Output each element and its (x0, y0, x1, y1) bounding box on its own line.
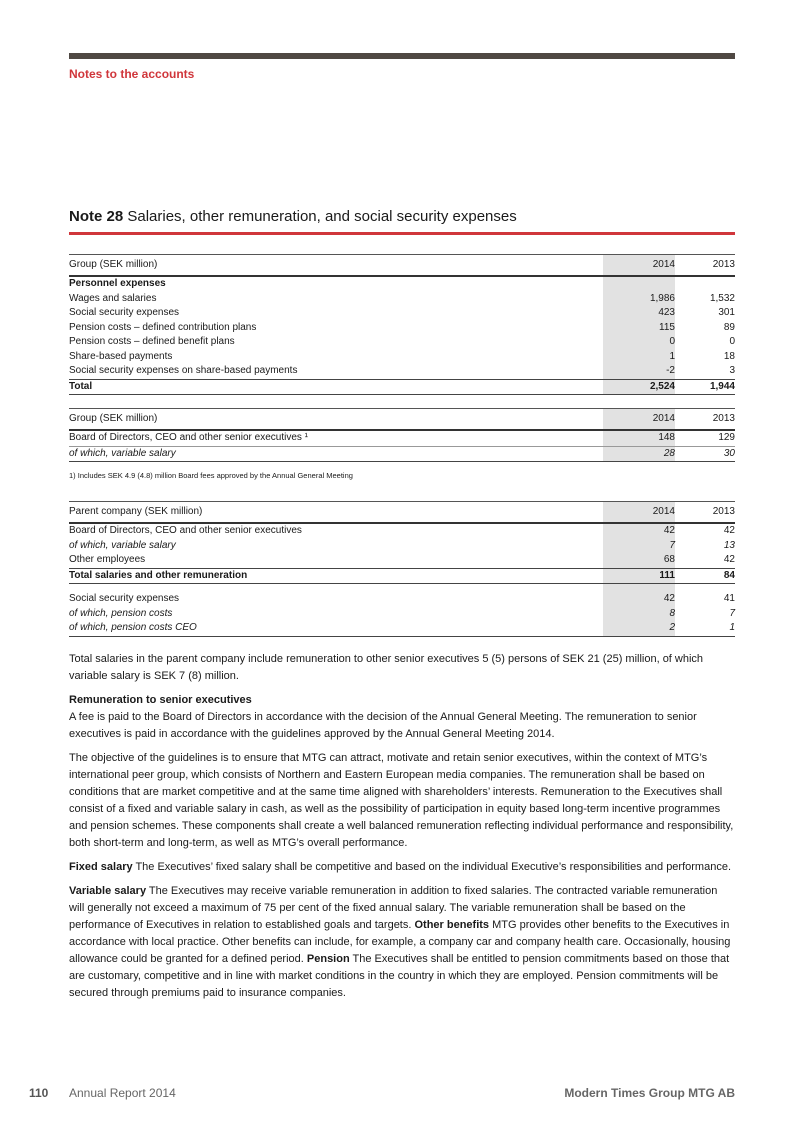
row-label: Social security expenses (69, 593, 180, 604)
value-2013: 42 (723, 525, 735, 536)
value-2013: 129 (718, 432, 735, 443)
table-row (69, 306, 735, 321)
heading-pension: Pension (306, 953, 350, 965)
column-header-label: Group (SEK million) (69, 259, 158, 270)
subheading-personnel-expenses: Personnel expenses (69, 278, 166, 289)
value-2013: 1,532 (709, 292, 735, 304)
paragraph-variable-salary (69, 883, 735, 1002)
footer-report-title: Annual Report 2014 (69, 1086, 176, 1100)
table-subheading-row (69, 277, 735, 292)
board-remuneration-table (69, 408, 735, 462)
table-row (69, 607, 735, 622)
column-header-2014: 2014 (652, 259, 675, 270)
row-label: of which, variable salary (69, 447, 176, 459)
table-row (69, 364, 735, 379)
value-2014: 148 (658, 432, 675, 443)
row-label: Wages and salaries (69, 292, 157, 304)
top-divider-bar (69, 53, 735, 59)
table-header-row (69, 501, 735, 524)
column-header-label: Group (SEK million) (69, 413, 158, 424)
body-text (69, 651, 735, 1009)
note-title-text: Salaries, other remuneration, and social security expenses (127, 208, 517, 225)
column-header-2014: 2014 (652, 506, 675, 517)
value-2013: 41 (723, 593, 735, 604)
table-total-row (69, 379, 735, 396)
value-2013: 301 (718, 307, 735, 318)
column-header-label: Parent company (SEK million) (69, 506, 203, 517)
table-row (69, 447, 735, 463)
heading-other-benefits: Other benefits (414, 919, 490, 931)
footer-company-name: Modern Times Group MTG AB (564, 1086, 735, 1100)
row-label: Social security expenses (69, 307, 180, 318)
value-2013: 3 (729, 365, 735, 376)
paragraph-text: MTG provides other benefits to the Executives in accordance with local practice. Other benefits can include, for example, a company car and company health care. Occasionally, housing allowance could be granted for a defined period. (69, 919, 731, 965)
row-label: Pension costs – defined contribution plans (69, 321, 257, 333)
heading-remuneration: Remuneration to senior executives (69, 694, 252, 706)
value-2014: 423 (658, 307, 675, 318)
page-number: 110 (29, 1086, 49, 1100)
total-2013: 1,944 (709, 380, 735, 392)
table-row (69, 431, 735, 447)
table-row (69, 592, 735, 607)
table-row (69, 524, 735, 539)
parent-company-table (69, 501, 735, 637)
total-label: Total (69, 380, 93, 392)
table-row (69, 335, 735, 350)
column-header-2013: 2013 (712, 259, 735, 270)
value-2014: -2 (666, 365, 675, 376)
value-2013: 13 (723, 539, 735, 551)
row-label: of which, variable salary (69, 539, 176, 551)
row-label: Social security expenses on share-based payments (69, 365, 298, 376)
paragraph-text: The Executives’ fixed salary shall be competitive and based on the individual Executive’s responsibilities and performance. (132, 861, 731, 873)
note-number: Note 28 (69, 208, 124, 225)
footnote: 1) Includes SEK 4.9 (4.8) million Board fees approved by the Annual General Meeting (69, 471, 353, 480)
paragraph: The objective of the guidelines is to ensure that MTG can attract, motivate and retain senior executives, within the context of MTG’s international peer group, which consists of Northern and Eastern European media companies. The remuneration shall be based on conditions that are market competitive and at the same time aligned with shareholders’ interests. Remuneration to the Executives shall consist of a fixed and variable salary in cash, as well as the possibility of participation in equity based long-term incentive programmes and pension schemes. These components shall create a well balanced remuneration reflecting individual performance and responsibility, both short-term and long-term, as well as MTG’s overall performance. (69, 752, 734, 849)
value-2014: 115 (659, 321, 675, 333)
paragraph: Total salaries in the parent company include remuneration to other senior executives 5 (5) persons of SEK 21 (25) million, of which variable salary is SEK 7 (8) million. (69, 653, 704, 682)
paragraph-remuneration (69, 692, 735, 743)
value-2014: 7 (669, 539, 675, 551)
value-2013: 18 (723, 350, 735, 362)
personnel-expenses-table (69, 254, 735, 395)
table-row (69, 539, 735, 554)
value-2013: 89 (723, 321, 735, 333)
total-2014: 111 (659, 569, 675, 581)
table-total-row (69, 568, 735, 585)
table-row (69, 350, 735, 365)
total-label: Total salaries and other remuneration (69, 569, 248, 581)
paragraph-text: The Executives shall be entitled to pension commitments based on those that are customary, competitive and in line with market conditions in the country in which they are employed. Pension commitments will be secured through premiums paid to insurance companies. (69, 953, 730, 999)
value-2013: 1 (729, 622, 735, 633)
value-2014: 0 (669, 336, 675, 347)
row-label: Pension costs – defined benefit plans (69, 336, 235, 347)
value-2013: 0 (729, 336, 735, 347)
table-row (69, 292, 735, 307)
column-header-2013: 2013 (712, 506, 735, 517)
value-2014: 28 (663, 447, 675, 459)
total-2014: 2,524 (649, 380, 675, 392)
row-label: Share-based payments (69, 350, 173, 362)
paragraph-text: The Executives may receive variable remuneration in addition to fixed salaries. The contracted variable remuneration will generally not exceed a maximum of 75 per cent of the fixed annual salary. The variable remuneration shall be based on the performance of Executives in relation to established goals and targets. (69, 885, 718, 931)
table-header-row (69, 408, 735, 431)
row-label: Other employees (69, 554, 146, 565)
table-row (69, 321, 735, 336)
total-2013: 84 (723, 569, 735, 581)
value-2014: 1,986 (649, 292, 675, 304)
value-2014: 42 (663, 593, 675, 604)
value-2013: 42 (723, 554, 735, 565)
note-title (69, 208, 517, 225)
row-label: of which, pension costs CEO (69, 622, 197, 633)
row-label: of which, pension costs (69, 607, 173, 619)
value-2014: 2 (669, 622, 675, 633)
table-row (69, 621, 735, 637)
value-2014: 1 (669, 350, 675, 362)
section-label: Notes to the accounts (69, 67, 195, 81)
value-2013: 30 (723, 447, 735, 459)
column-header-2013: 2013 (712, 413, 735, 424)
value-2014: 68 (663, 554, 675, 565)
row-label: Board of Directors, CEO and other senior executives (69, 525, 302, 536)
note-title-rule (69, 232, 735, 235)
column-header-2014: 2014 (652, 413, 675, 424)
heading-variable-salary: Variable salary (69, 885, 147, 897)
row-label: Board of Directors, CEO and other senior executives ¹ (69, 432, 308, 443)
value-2014: 42 (663, 525, 675, 536)
paragraph-text: A fee is paid to the Board of Directors in accordance with the decision of the Annual General Meeting. The remuneration to senior executives is paid in accordance with the guidelines approved by the Annual General Meeting 2014. (69, 711, 697, 740)
heading-fixed-salary: Fixed salary (69, 861, 133, 873)
table-header-row (69, 254, 735, 277)
value-2013: 7 (729, 607, 735, 619)
value-2014: 8 (669, 607, 675, 619)
paragraph-fixed-salary (69, 859, 735, 876)
table-spacer (69, 584, 735, 592)
table-row (69, 553, 735, 568)
